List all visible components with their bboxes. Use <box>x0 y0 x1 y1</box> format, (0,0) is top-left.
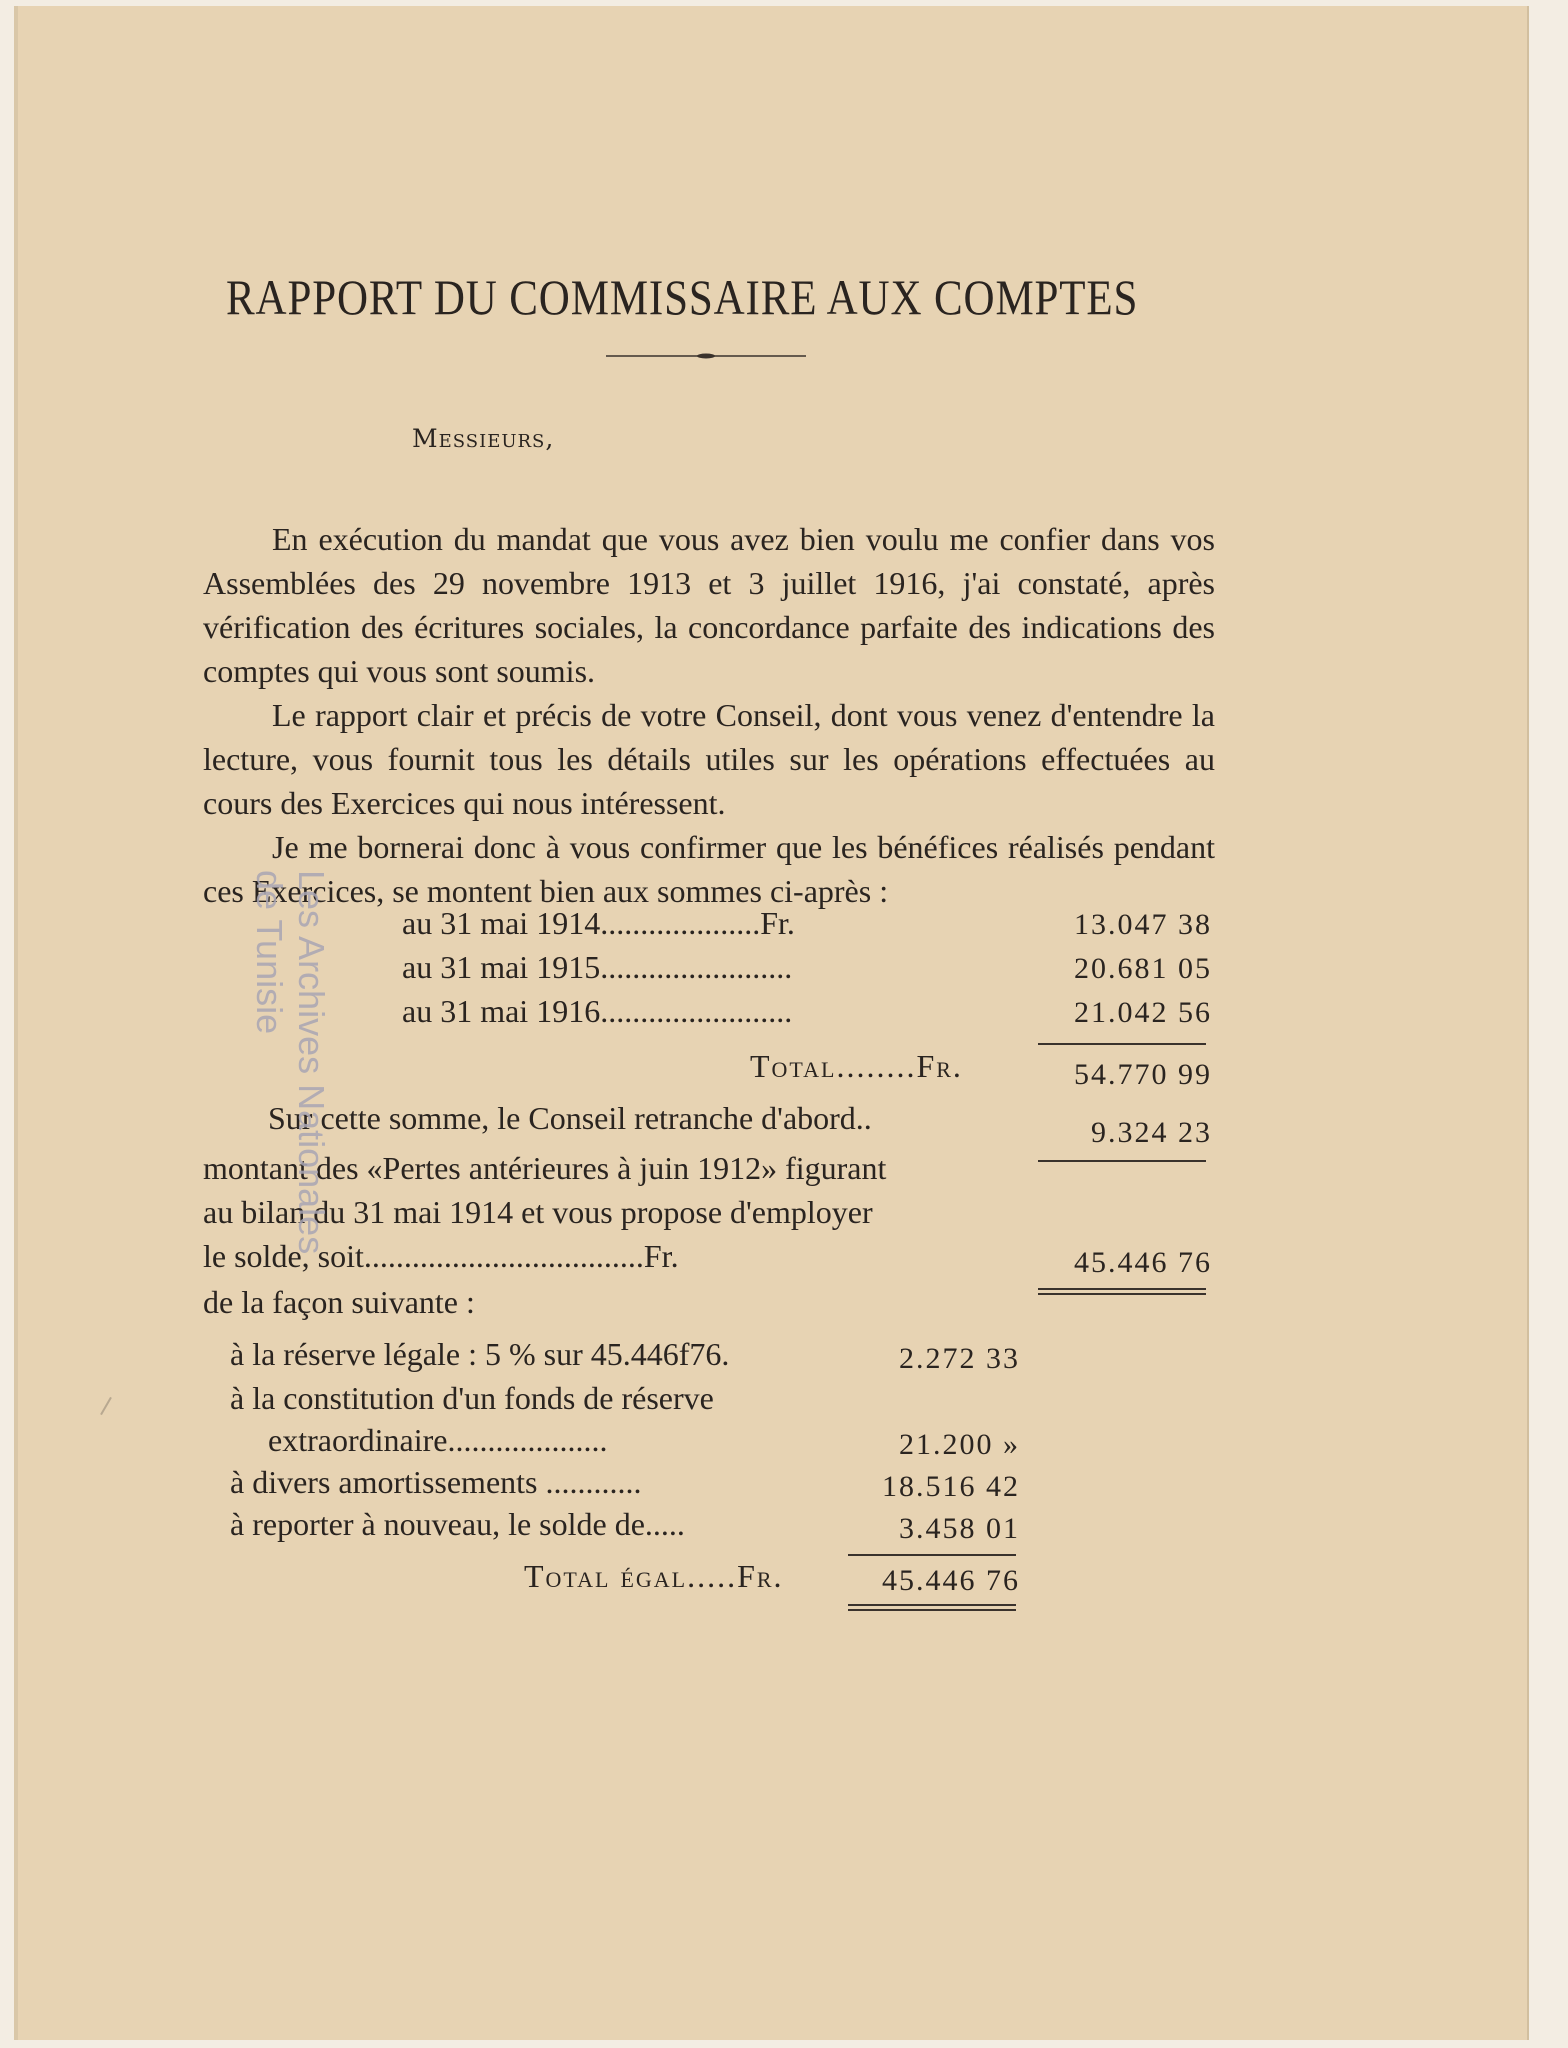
deduction-line-2: montant des «Pertes antérieures à juin 1912» figurant <box>203 1150 887 1186</box>
allocation-label-amortization: à divers amortissements ............ <box>230 1464 642 1500</box>
allocation-label-extraordinary: extraordinaire.................... <box>268 1422 608 1458</box>
allocation-label-reserve: à la réserve légale : 5 % sur 45.446f76. <box>230 1336 730 1372</box>
allocation-amount-reserve: 2.272 33 <box>899 1342 1020 1375</box>
balance-double-rule <box>1038 1288 1206 1295</box>
deduction-line-5: de la façon suivante : <box>203 1284 475 1320</box>
allocations-total-amount: 45.446 76 <box>882 1564 1020 1597</box>
paragraph-council-report: Le rapport clair et précis de votre Conseil, dont vous venez d'entendre la lecture, vous fournit tous les détails utiles sur les opérations effectuées au cours des Exercices qui nous intéressent. <box>203 697 1215 821</box>
title-ornament <box>606 350 806 362</box>
paragraph-benefits-intro: Je me bornerai donc à vous confirmer que les bénéfices réalisés pendant ces Exercices, se montent bien aux sommes ci-après : <box>203 829 1215 909</box>
subtotal-rule <box>1038 1043 1206 1045</box>
benefit-label-1916: au 31 mai 1916........................ <box>402 993 793 1029</box>
salutation: Messieurs, <box>412 424 555 453</box>
benefit-amount-1915: 20.681 05 <box>1074 952 1212 985</box>
stamp-line-1 <box>290 870 332 970</box>
page-title: RAPPORT DU COMMISSAIRE AUX COMPTES <box>226 269 1139 325</box>
allocations-subtotal-rule <box>848 1554 1016 1556</box>
deduction-line-1: Sur cette somme, le Conseil retranche d'abord.. <box>268 1100 872 1136</box>
benefit-amount-1914: 13.047 38 <box>1074 908 1212 941</box>
benefit-amount-1916: 21.042 56 <box>1074 996 1212 1029</box>
deduction-amount: 9.324 23 <box>1091 1116 1212 1149</box>
archive-stamp <box>0 870 332 1035</box>
allocation-amount-carryforward: 3.458 01 <box>899 1512 1020 1545</box>
stamp-line-2: de Tunisie <box>249 870 290 1035</box>
allocations-total-label: Total égal.....Fr. <box>524 1558 784 1594</box>
allocation-label-fund: à la constitution d'un fonds de réserve <box>230 1380 714 1416</box>
allocation-amount-amortization: 18.516 42 <box>882 1470 1020 1503</box>
deduction-line-4: le solde, soit...................................Fr. <box>203 1238 679 1274</box>
benefits-total-label: Total........Fr. <box>750 1048 963 1084</box>
benefit-label-1914: au 31 mai 1914....................Fr. <box>402 905 795 941</box>
allocations-double-rule <box>848 1604 1016 1611</box>
deduction-rule <box>1038 1160 1206 1162</box>
paragraph-mandate: En exécution du mandat que vous avez bien voulu me confier dans vos Assemblées des 29 novembre 1913 et 3 juillet 1916, j'ai constaté, après vérification des écritures sociales, la concordance parfaite des indications des comptes qui vous sont soumis. <box>203 521 1215 689</box>
allocation-amount-extraordinary: 21.200 » <box>899 1428 1020 1461</box>
benefits-total-amount: 54.770 99 <box>1074 1058 1212 1091</box>
allocation-label-carryforward: à reporter à nouveau, le solde de..... <box>230 1506 685 1542</box>
balance-amount: 45.446 76 <box>1074 1246 1212 1279</box>
deduction-line-3: au bilan du 31 mai 1914 et vous propose d'employer <box>203 1194 873 1230</box>
benefit-label-1915: au 31 mai 1915........................ <box>402 949 793 985</box>
